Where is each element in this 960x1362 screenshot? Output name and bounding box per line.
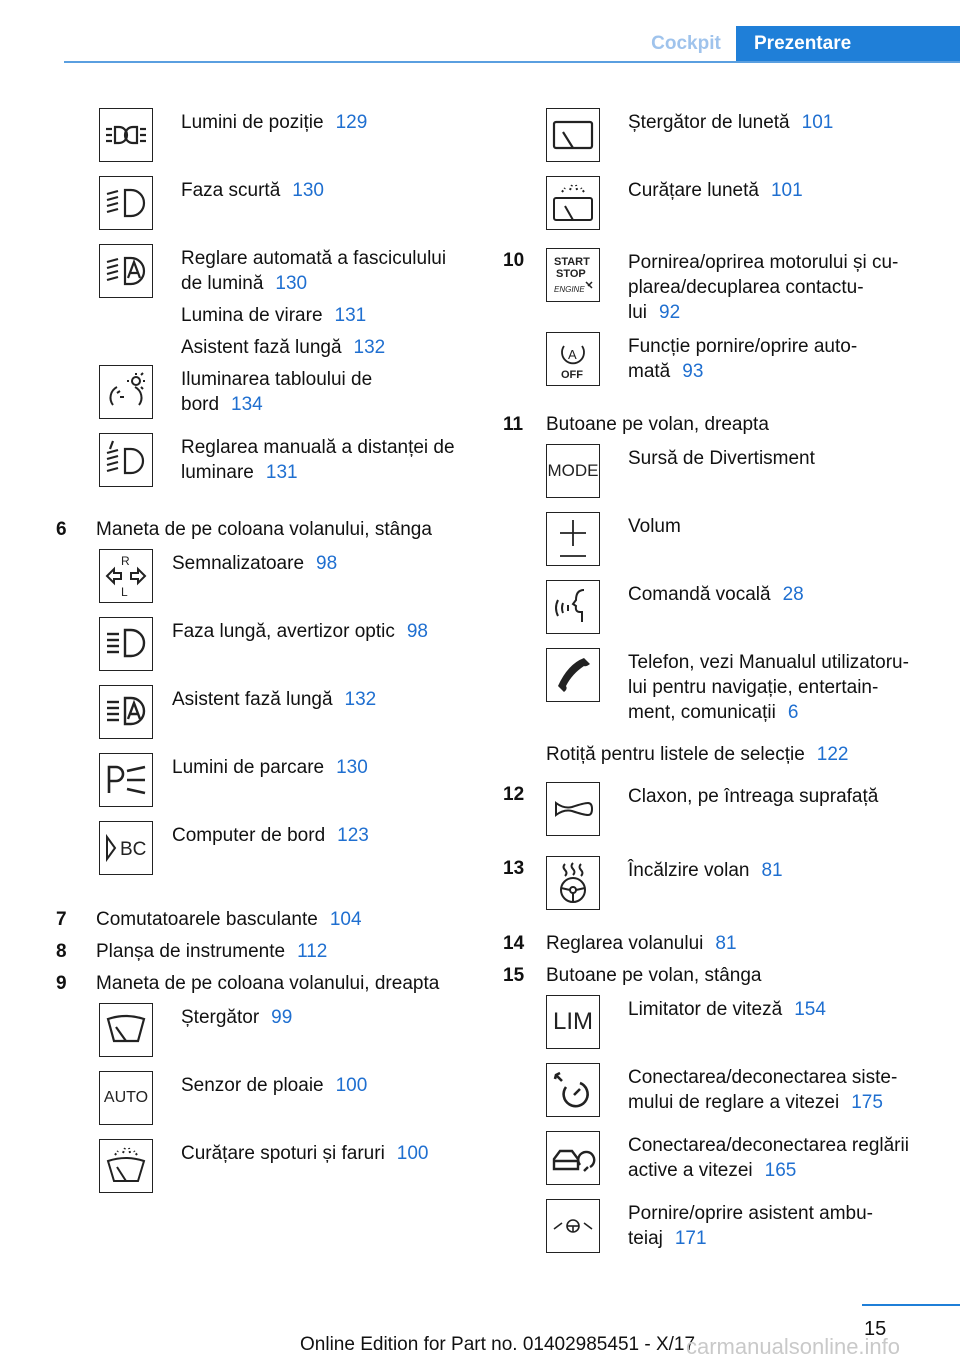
entry-label: Conectarea/deconectarea siste-	[628, 1067, 898, 1088]
page-link[interactable]: 175	[851, 1092, 883, 1113]
page-header	[0, 0, 960, 62]
entry-label: Conectarea/deconectarea reglării	[628, 1135, 909, 1156]
entry-label: Încălzire volan	[628, 860, 750, 881]
traffic-jam-assist-icon	[546, 1199, 600, 1253]
footer-divider	[862, 1304, 960, 1306]
entry-label: de lumină	[181, 273, 264, 294]
list-item	[546, 648, 943, 742]
entry-label: Faza lungă, avertizor optic	[172, 621, 395, 642]
entry-label: Limitator de viteză	[628, 999, 783, 1020]
entry-label: Pornire/oprire asistent ambu-	[628, 1203, 873, 1224]
page-link[interactable]: 81	[761, 860, 783, 881]
entry-label: lui pentru navigație, entertain-	[628, 677, 879, 698]
entry-label: active a vitezei	[628, 1160, 753, 1181]
section-number: 11	[503, 414, 524, 435]
list-item	[546, 512, 943, 580]
list-item	[503, 782, 943, 856]
list-item	[546, 444, 943, 512]
page-link[interactable]: 6	[787, 702, 799, 723]
section-number: 14	[503, 933, 525, 954]
list-item	[503, 248, 943, 332]
section-number: 8	[56, 941, 67, 962]
entry-label: Iluminarea tabloului de	[181, 369, 373, 390]
section-title: Reglarea volanului	[546, 933, 704, 954]
list-item	[99, 685, 496, 753]
list-item	[503, 856, 943, 931]
entry-label: lui	[628, 302, 648, 323]
page-link[interactable]: 98	[316, 553, 338, 574]
page-link[interactable]: 101	[770, 180, 803, 201]
page-number: 15	[864, 1318, 887, 1340]
watermark: carmanualsonline.info	[686, 1334, 901, 1359]
rear-washer-icon	[546, 176, 600, 230]
section-title: Butoane pe volan, dreapta	[546, 414, 769, 435]
section-title: Planșa de instrumente	[96, 941, 286, 962]
page-link[interactable]: 131	[265, 462, 298, 483]
high-beam-icon	[99, 617, 153, 671]
active-cruise-icon	[546, 1131, 600, 1185]
list-item	[546, 332, 943, 412]
entry-label: Sursă de Divertisment	[628, 448, 815, 469]
list-item	[99, 1071, 496, 1139]
page-link[interactable]: 98	[406, 621, 428, 642]
list-item	[99, 753, 496, 821]
headlight-range-icon	[99, 433, 153, 487]
entry-label: Senzor de ploaie	[181, 1075, 324, 1096]
tab-prezentare[interactable]: Prezentare	[736, 26, 960, 62]
entry-label: Funcție pornire/oprire auto-	[628, 336, 858, 357]
section-number: 13	[503, 858, 525, 879]
list-item	[99, 108, 496, 176]
section-heading	[56, 971, 496, 1003]
left-column	[56, 108, 496, 1207]
svg-text:R: R	[121, 554, 130, 568]
page-link[interactable]: 123	[337, 825, 369, 846]
svg-text:STOP: STOP	[556, 268, 586, 280]
list-item	[99, 244, 496, 365]
start-stop-icon	[546, 248, 600, 302]
entry-label: Claxon, pe întreaga suprafață	[628, 786, 879, 807]
list-item	[99, 549, 496, 617]
voice-command-icon	[546, 580, 600, 634]
page-link[interactable]: 154	[794, 999, 826, 1020]
entry-label: Asistent fază lungă	[181, 337, 342, 358]
entry-label: Computer de bord	[172, 825, 326, 846]
svg-text:L: L	[121, 585, 128, 599]
list-item	[99, 1139, 496, 1207]
tab-cockpit[interactable]: Cockpit	[651, 33, 721, 54]
section-number: 7	[56, 909, 67, 930]
page-link[interactable]: 28	[782, 584, 804, 605]
list-item	[546, 1131, 943, 1199]
high-beam-assist-icon	[99, 685, 153, 739]
page-link[interactable]: 112	[297, 941, 328, 962]
entry-label: Reglare automată a fasciculului	[181, 248, 447, 269]
list-item	[546, 176, 943, 248]
page-link[interactable]: 134	[231, 394, 263, 415]
list-item	[546, 580, 943, 648]
section-heading	[503, 412, 943, 444]
position-lights-icon	[99, 108, 153, 162]
list-item	[546, 1063, 943, 1131]
parking-lights-icon	[99, 753, 153, 807]
entry-label: Telefon, vezi Manualul utilizatoru-	[628, 652, 909, 673]
speed-limiter-icon: LIM	[546, 995, 600, 1049]
wiper-icon	[99, 1003, 153, 1057]
section-heading	[503, 931, 943, 963]
list-item	[99, 821, 496, 907]
entry-label: Lumini de poziție	[181, 112, 324, 133]
entry-label: bord	[181, 394, 220, 415]
board-computer-icon	[99, 821, 153, 875]
page-link[interactable]: 165	[764, 1160, 797, 1181]
entry-label: Pornirea/oprirea motorului și cu-	[628, 252, 899, 273]
entry-label: Reglarea manuală a distanței de	[181, 437, 455, 458]
page-link[interactable]: 130	[336, 757, 368, 778]
entry-label: Ștergător de lunetă	[628, 112, 790, 133]
page-link[interactable]: 130	[275, 273, 308, 294]
section-title: Butoane pe volan, stânga	[546, 965, 762, 986]
page-link[interactable]: 101	[801, 112, 834, 133]
page-link[interactable]: 122	[816, 744, 849, 765]
entry-label: ment, comunicații	[628, 702, 776, 723]
svg-text:START: START	[554, 256, 590, 268]
footer-edition: Online Edition for Part no. 01402985451 - X/17	[300, 1334, 696, 1355]
low-beam-icon	[99, 176, 153, 230]
entry-label: mului de reglare a vitezei	[628, 1092, 840, 1113]
page-link[interactable]: 93	[682, 361, 704, 382]
washer-icon	[99, 1139, 153, 1193]
page-link[interactable]: 129	[335, 112, 368, 133]
entry-label: Volum	[628, 516, 681, 537]
entry-label: Lumini de parcare	[172, 757, 325, 778]
steering-heating-icon	[546, 856, 600, 910]
list-item	[99, 365, 496, 433]
section-title: Maneta de pe coloana volanului, stânga	[96, 519, 432, 540]
entry-label: Comandă vocală	[628, 584, 771, 605]
entry-label: mată	[628, 361, 671, 382]
page-link[interactable]: 92	[659, 302, 681, 323]
page-link[interactable]: 131	[334, 305, 367, 326]
entry-label: Curățare lunetă	[628, 180, 759, 201]
entry-label: Semnalizatoare	[172, 553, 305, 574]
entry-label: Lumina de virare	[181, 305, 323, 326]
page-link[interactable]: 132	[353, 337, 386, 358]
section-heading	[56, 907, 496, 939]
page-link[interactable]: 132	[344, 689, 377, 710]
entry-label: Faza scurtă	[181, 180, 281, 201]
entry-label: teiaj	[628, 1228, 663, 1249]
svg-text:BC: BC	[120, 839, 147, 860]
section-number: 9	[56, 973, 67, 994]
auto-start-stop-off-icon	[546, 332, 600, 386]
page-link[interactable]: 100	[335, 1075, 368, 1096]
entry-label: Asistent fază lungă	[172, 689, 333, 710]
section-number: 15	[503, 965, 525, 986]
volume-icon	[546, 512, 600, 566]
section-heading	[56, 939, 496, 971]
entry-label: Rotiță pentru listele de selecție	[546, 744, 805, 765]
page-link[interactable]: 171	[674, 1228, 707, 1249]
instrument-lighting-icon	[99, 365, 153, 419]
section-heading	[56, 517, 496, 549]
svg-text:A: A	[568, 347, 577, 362]
list-item	[99, 1003, 496, 1071]
list-item	[99, 433, 496, 517]
section-number: 6	[56, 519, 67, 540]
entry-label: luminare	[181, 462, 254, 483]
list-item	[546, 1199, 943, 1267]
right-column	[503, 108, 943, 1267]
svg-text:OFF: OFF	[561, 369, 583, 381]
section-title: Comutatoarele basculante	[96, 909, 318, 930]
section-heading	[503, 963, 943, 995]
rain-sensor-icon: AUTO	[99, 1071, 153, 1125]
horn-icon	[546, 782, 600, 836]
list-item	[546, 995, 943, 1063]
entry-label: Curățare spoturi și faruri	[181, 1143, 385, 1164]
entry-label: plarea/decuplarea contactu-	[628, 277, 864, 298]
section-title: Maneta de pe coloana volanului, dreapta	[96, 973, 440, 994]
page-link[interactable]: 99	[271, 1007, 293, 1028]
page-link[interactable]: 81	[715, 933, 737, 954]
list-item	[99, 176, 496, 244]
turn-signal-icon	[99, 549, 153, 603]
auto-beam-icon	[99, 244, 153, 298]
phone-icon	[546, 648, 600, 702]
page-link[interactable]: 104	[329, 909, 362, 930]
svg-text:ENGINE: ENGINE	[554, 285, 585, 294]
section-number: 10	[503, 250, 525, 271]
cruise-control-icon	[546, 1063, 600, 1117]
list-item	[546, 108, 943, 176]
entry-label: Ștergător	[181, 1007, 260, 1028]
page-link[interactable]: 130	[292, 180, 324, 201]
rear-wiper-icon	[546, 108, 600, 162]
list-item	[99, 617, 496, 685]
list-item	[546, 742, 943, 782]
header-divider	[64, 61, 960, 63]
mode-button-icon: MODE	[546, 444, 600, 498]
page-link[interactable]: 100	[396, 1143, 429, 1164]
section-number: 12	[503, 784, 525, 805]
